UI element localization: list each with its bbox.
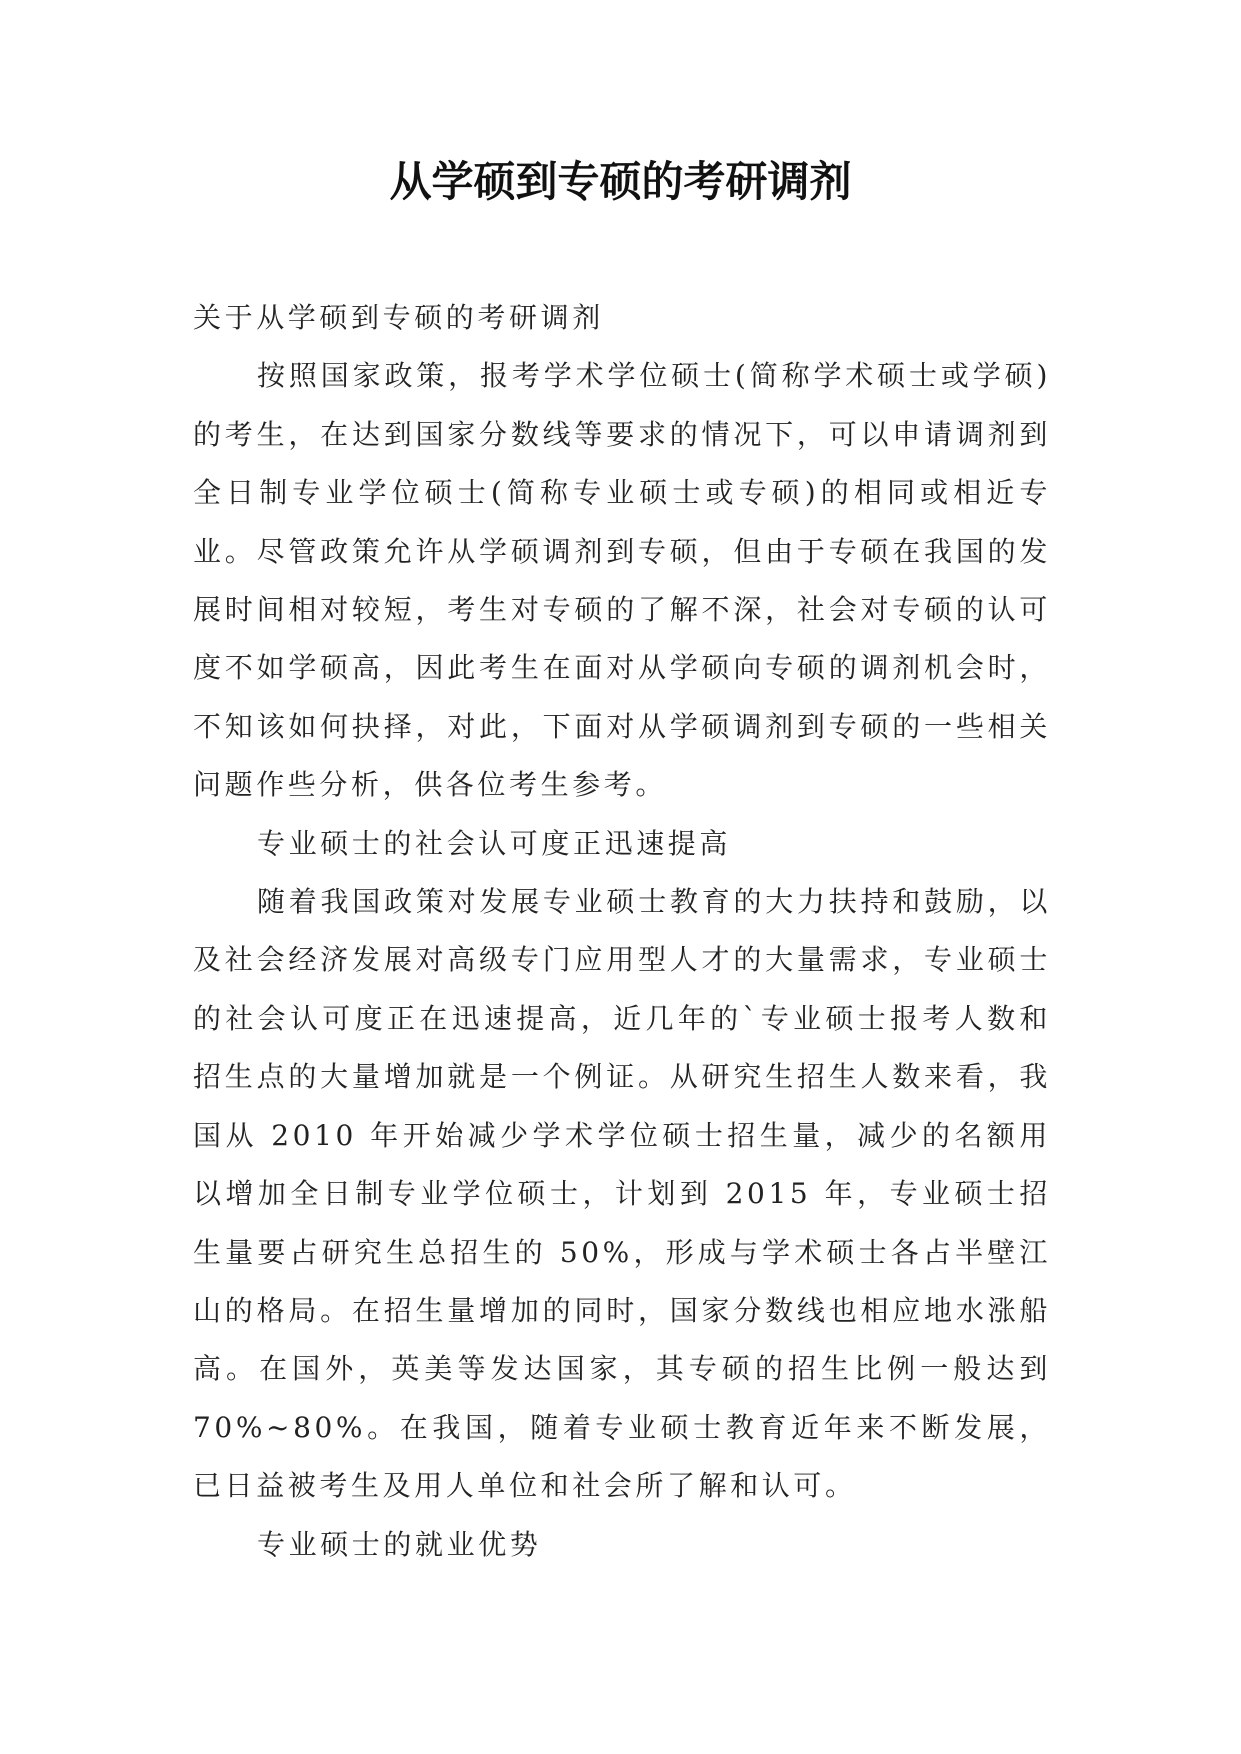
section-heading-employment: 专业硕士的就业优势: [257, 1527, 542, 1561]
section-heading-recognition: 专业硕士的社会认可度正迅速提高: [257, 826, 732, 860]
document-subtitle: 关于从学硕到专硕的考研调剂: [193, 301, 604, 334]
document-body: [193, 289, 1051, 1574]
document-title: 从学硕到专硕的考研调剂: [389, 157, 852, 206]
paragraph-intro: 按照国家政策，报考学术学位硕士(简称学术硕士或学硕)的考生，在达到国家分数线等要求的情况下，可以申请调剂到全日制专业学位硕士(简称专业硕士或专硕)的相同或相近专业。尽管政策允许从学硕调剂到专硕，但由于专硕在我国的发展时间相对较短，考生对专硕的了解不深，社会对专硕的认可度不如学硕高，因此考生在面对从学硕向专硕的调剂机会时，不知该如何抉择，对此，下面对从学硕调剂到专硕的一些相关问题作些分析，供各位考生参考。: [193, 359, 1051, 802]
paragraph-recognition: 随着我国政策对发展专业硕士教育的大力扶持和鼓励，以及社会经济发展对高级专门应用型人才的大量需求，专业硕士的社会认可度正在迅速提高，近几年的`专业硕士报考人数和招生点的大量增加就是一个例证。从研究生招生人数来看，我国从 2010 年开始减少学术学位硕士招生量，减少的名额用以增加全日制专业学位硕士，计划到 2015 年，专业硕士招生量要占研究生总招生的 50%，形成与学术硕士各占半壁江山的格局。在招生量增加的同时，国家分数线也相应地水涨船高。在国外，英美等发达国家，其专硕的招生比例一般达到 70%~80%。在我国，随着专业硕士教育近年来不断发展，已日益被考生及用人单位和社会所了解和认可。: [193, 885, 1051, 1503]
